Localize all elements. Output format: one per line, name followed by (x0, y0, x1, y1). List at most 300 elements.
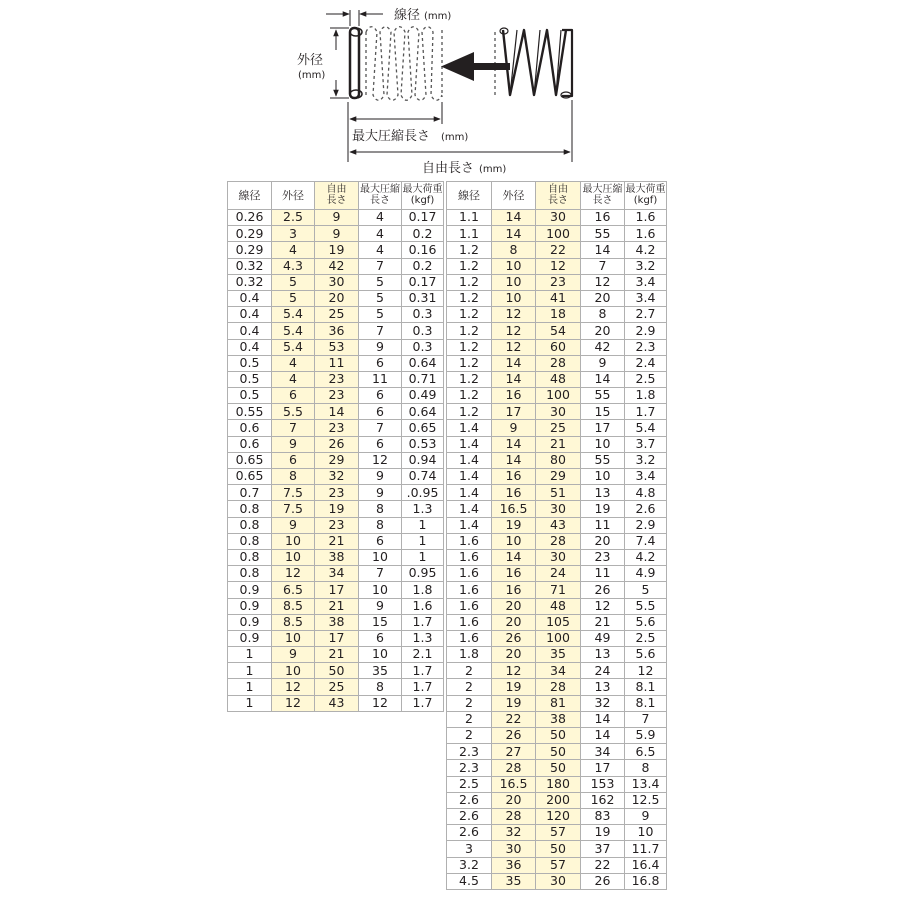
cell-wire-diameter: 0.5 (228, 388, 272, 404)
cell-free-length: 30 (536, 549, 581, 565)
table-row (228, 679, 444, 695)
table-row (447, 792, 667, 808)
cell-max-compressed-length: 7 (581, 258, 625, 274)
cell-free-length: 28 (536, 533, 581, 549)
cell-wire-diameter: 0.65 (228, 452, 272, 468)
table-row (447, 436, 667, 452)
table-row (447, 711, 667, 727)
outer-diameter-unit: (mm) (298, 70, 326, 81)
cell-max-compressed-length: 20 (581, 290, 625, 306)
cell-max-load: 1.7 (402, 695, 444, 711)
cell-outer-diameter: 9 (492, 420, 536, 436)
wire-diameter-unit: (mm) (424, 11, 452, 22)
cell-wire-diameter: 2.5 (447, 776, 492, 792)
cell-outer-diameter: 16 (492, 388, 536, 404)
cell-max-load: 0.65 (402, 420, 444, 436)
table-row (228, 469, 444, 485)
cell-outer-diameter: 19 (492, 679, 536, 695)
cell-max-compressed-length: 7 (359, 323, 402, 339)
cell-max-load: 1.7 (625, 404, 667, 420)
cell-max-compressed-length: 37 (581, 841, 625, 857)
table-row (447, 630, 667, 646)
cell-wire-diameter: 3 (447, 841, 492, 857)
cell-max-compressed-length: 14 (581, 242, 625, 258)
cell-outer-diameter: 14 (492, 436, 536, 452)
cell-max-load: .0.95 (402, 485, 444, 501)
cell-outer-diameter: 5 (272, 274, 315, 290)
header-wire-diameter: 線径 (447, 182, 492, 210)
cell-outer-diameter: 9 (272, 436, 315, 452)
cell-free-length: 18 (536, 307, 581, 323)
cell-wire-diameter: 1.2 (447, 242, 492, 258)
cell-wire-diameter: 2 (447, 728, 492, 744)
cell-wire-diameter: 0.26 (228, 210, 272, 226)
cell-max-compressed-length: 13 (581, 485, 625, 501)
cell-free-length: 19 (315, 501, 359, 517)
cell-max-load: 0.95 (402, 566, 444, 582)
cell-free-length: 100 (536, 388, 581, 404)
cell-free-length: 57 (536, 857, 581, 873)
cell-outer-diameter: 14 (492, 549, 536, 565)
cell-wire-diameter: 1.4 (447, 517, 492, 533)
cell-max-compressed-length: 55 (581, 452, 625, 468)
cell-wire-diameter: 0.5 (228, 355, 272, 371)
cell-max-compressed-length: 14 (581, 728, 625, 744)
cell-outer-diameter: 17 (492, 404, 536, 420)
cell-max-load: 1.6 (625, 226, 667, 242)
cell-max-load: 0.94 (402, 452, 444, 468)
cell-max-load: 0.64 (402, 355, 444, 371)
cell-outer-diameter: 10 (272, 549, 315, 565)
cell-wire-diameter: 1.1 (447, 210, 492, 226)
cell-free-length: 42 (315, 258, 359, 274)
cell-free-length: 43 (536, 517, 581, 533)
cell-outer-diameter: 28 (492, 760, 536, 776)
cell-max-load: 2.5 (625, 630, 667, 646)
table-row (447, 307, 667, 323)
cell-free-length: 120 (536, 808, 581, 824)
cell-max-load: 5.6 (625, 614, 667, 630)
cell-max-compressed-length: 14 (581, 371, 625, 387)
cell-outer-diameter: 16 (492, 469, 536, 485)
cell-free-length: 48 (536, 371, 581, 387)
cell-outer-diameter: 22 (492, 711, 536, 727)
cell-free-length: 30 (315, 274, 359, 290)
cell-free-length: 24 (536, 566, 581, 582)
table-row (447, 663, 667, 679)
cell-outer-diameter: 12 (492, 307, 536, 323)
table-row (228, 242, 444, 258)
cell-max-compressed-length: 21 (581, 614, 625, 630)
cell-outer-diameter: 8 (272, 469, 315, 485)
cell-max-compressed-length: 5 (359, 290, 402, 306)
cell-free-length: 28 (536, 679, 581, 695)
cell-free-length: 50 (536, 744, 581, 760)
cell-free-length: 20 (315, 290, 359, 306)
cell-free-length: 30 (536, 404, 581, 420)
table-row (447, 323, 667, 339)
cell-max-load: 2.3 (625, 339, 667, 355)
cell-max-compressed-length: 42 (581, 339, 625, 355)
cell-max-load: 8 (625, 760, 667, 776)
table-row (447, 776, 667, 792)
table-row (447, 388, 667, 404)
table-row (228, 436, 444, 452)
cell-free-length: 23 (315, 420, 359, 436)
cell-outer-diameter: 10 (272, 533, 315, 549)
table-row (447, 566, 667, 582)
cell-wire-diameter: 2.6 (447, 825, 492, 841)
cell-max-compressed-length: 12 (359, 452, 402, 468)
table-row (447, 274, 667, 290)
cell-max-load: 0.31 (402, 290, 444, 306)
cell-max-compressed-length: 153 (581, 776, 625, 792)
table-row (447, 420, 667, 436)
cell-wire-diameter: 0.4 (228, 323, 272, 339)
cell-free-length: 28 (536, 355, 581, 371)
cell-max-load: 4.2 (625, 242, 667, 258)
cell-free-length: 19 (315, 242, 359, 258)
table-row (228, 598, 444, 614)
cell-wire-diameter: 0.6 (228, 420, 272, 436)
cell-wire-diameter: 0.8 (228, 501, 272, 517)
cell-outer-diameter: 32 (492, 825, 536, 841)
table-row (228, 404, 444, 420)
cell-wire-diameter: 1.4 (447, 485, 492, 501)
header-max-compressed-length: 最大圧縮 長さ (359, 182, 402, 210)
table-row (228, 647, 444, 663)
cell-outer-diameter: 9 (272, 647, 315, 663)
cell-free-length: 23 (315, 371, 359, 387)
table-row (228, 582, 444, 598)
cell-max-load: 3.4 (625, 469, 667, 485)
table-row (228, 226, 444, 242)
table-row (228, 663, 444, 679)
cell-free-length: 180 (536, 776, 581, 792)
table-row (228, 307, 444, 323)
cell-max-load: 5 (625, 582, 667, 598)
table-row (447, 582, 667, 598)
cell-outer-diameter: 9 (272, 517, 315, 533)
cell-max-load: 2.7 (625, 307, 667, 323)
table-row (228, 695, 444, 711)
table-row (447, 533, 667, 549)
cell-free-length: 23 (536, 274, 581, 290)
cell-free-length: 36 (315, 323, 359, 339)
cell-free-length: 50 (536, 728, 581, 744)
cell-max-compressed-length: 35 (359, 663, 402, 679)
cell-outer-diameter: 16.5 (492, 501, 536, 517)
cell-max-load: 3.2 (625, 452, 667, 468)
cell-wire-diameter: 1.1 (447, 226, 492, 242)
cell-free-length: 34 (315, 566, 359, 582)
cell-max-load: 12 (625, 663, 667, 679)
cell-free-length: 71 (536, 582, 581, 598)
table-row (228, 274, 444, 290)
table-row (447, 598, 667, 614)
cell-max-compressed-length: 10 (359, 549, 402, 565)
cell-free-length: 30 (536, 873, 581, 889)
cell-max-compressed-length: 23 (581, 549, 625, 565)
cell-outer-diameter: 10 (492, 258, 536, 274)
cell-max-compressed-length: 4 (359, 242, 402, 258)
cell-max-load: 0.53 (402, 436, 444, 452)
cell-max-load: 13.4 (625, 776, 667, 792)
table-row (447, 452, 667, 468)
cell-max-compressed-length: 12 (359, 695, 402, 711)
cell-wire-diameter: 2 (447, 679, 492, 695)
cell-wire-diameter: 1.2 (447, 258, 492, 274)
cell-free-length: 50 (315, 663, 359, 679)
cell-wire-diameter: 0.29 (228, 226, 272, 242)
cell-max-load: 8.1 (625, 695, 667, 711)
table-row (228, 630, 444, 646)
cell-free-length: 26 (315, 436, 359, 452)
cell-wire-diameter: 1 (228, 679, 272, 695)
table-row (447, 647, 667, 663)
cell-outer-diameter: 7.5 (272, 501, 315, 517)
cell-max-load: 1.6 (625, 210, 667, 226)
free-length-label: 自由長さ (422, 161, 475, 176)
cell-max-load: 6.5 (625, 744, 667, 760)
cell-outer-diameter: 20 (492, 614, 536, 630)
cell-wire-diameter: 1.2 (447, 307, 492, 323)
cell-outer-diameter: 7 (272, 420, 315, 436)
cell-wire-diameter: 1.2 (447, 323, 492, 339)
cell-outer-diameter: 10 (492, 274, 536, 290)
cell-outer-diameter: 35 (492, 873, 536, 889)
header-max-load: 最大荷重 (kgf) (402, 182, 444, 210)
cell-wire-diameter: 1.4 (447, 436, 492, 452)
cell-free-length: 25 (315, 307, 359, 323)
cell-outer-diameter: 26 (492, 728, 536, 744)
cell-max-compressed-length: 24 (581, 663, 625, 679)
cell-max-load: 7 (625, 711, 667, 727)
cell-free-length: 12 (536, 258, 581, 274)
cell-max-load: 11.7 (625, 841, 667, 857)
table-row (447, 210, 667, 226)
cell-max-load: 0.3 (402, 339, 444, 355)
cell-max-compressed-length: 6 (359, 355, 402, 371)
cell-wire-diameter: 0.7 (228, 485, 272, 501)
cell-free-length: 21 (315, 647, 359, 663)
cell-outer-diameter: 6 (272, 388, 315, 404)
cell-free-length: 81 (536, 695, 581, 711)
cell-free-length: 29 (315, 452, 359, 468)
cell-outer-diameter: 12 (272, 566, 315, 582)
cell-outer-diameter: 12 (272, 679, 315, 695)
cell-wire-diameter: 1 (228, 695, 272, 711)
cell-wire-diameter: 1.2 (447, 290, 492, 306)
cell-wire-diameter: 2.6 (447, 792, 492, 808)
cell-max-compressed-length: 11 (359, 371, 402, 387)
cell-outer-diameter: 26 (492, 630, 536, 646)
table-row (447, 857, 667, 873)
cell-max-compressed-length: 10 (359, 582, 402, 598)
cell-max-load: 9 (625, 808, 667, 824)
cell-wire-diameter: 3.2 (447, 857, 492, 873)
cell-max-compressed-length: 11 (581, 566, 625, 582)
cell-wire-diameter: 4.5 (447, 873, 492, 889)
cell-max-compressed-length: 5 (359, 274, 402, 290)
table-row (228, 388, 444, 404)
cell-free-length: 17 (315, 582, 359, 598)
cell-outer-diameter: 2.5 (272, 210, 315, 226)
cell-free-length: 57 (536, 825, 581, 841)
cell-outer-diameter: 10 (492, 290, 536, 306)
cell-outer-diameter: 16 (492, 582, 536, 598)
cell-free-length: 41 (536, 290, 581, 306)
cell-outer-diameter: 20 (492, 792, 536, 808)
cell-wire-diameter: 0.9 (228, 614, 272, 630)
cell-max-load: 0.17 (402, 210, 444, 226)
cell-outer-diameter: 5 (272, 290, 315, 306)
header-wire-diameter: 線径 (228, 182, 272, 210)
cell-max-compressed-length: 162 (581, 792, 625, 808)
table-row (228, 452, 444, 468)
cell-outer-diameter: 5.4 (272, 339, 315, 355)
table-row (228, 566, 444, 582)
cell-max-load: 3.7 (625, 436, 667, 452)
cell-max-load: 2.4 (625, 355, 667, 371)
cell-wire-diameter: 0.4 (228, 290, 272, 306)
cell-max-compressed-length: 5 (359, 307, 402, 323)
cell-free-length: 14 (315, 404, 359, 420)
cell-outer-diameter: 20 (492, 598, 536, 614)
cell-wire-diameter: 0.32 (228, 258, 272, 274)
cell-max-load: 16.4 (625, 857, 667, 873)
cell-wire-diameter: 0.4 (228, 339, 272, 355)
cell-free-length: 29 (536, 469, 581, 485)
cell-outer-diameter: 10 (272, 663, 315, 679)
cell-max-load: 2.9 (625, 323, 667, 339)
cell-free-length: 38 (315, 549, 359, 565)
table-row (228, 323, 444, 339)
cell-wire-diameter: 1.2 (447, 404, 492, 420)
cell-max-load: 0.74 (402, 469, 444, 485)
cell-outer-diameter: 14 (492, 226, 536, 242)
cell-wire-diameter: 1.4 (447, 469, 492, 485)
cell-outer-diameter: 10 (272, 630, 315, 646)
table-row (447, 744, 667, 760)
cell-max-load: 2.1 (402, 647, 444, 663)
wire-diameter-label: 線径 (394, 8, 421, 23)
cell-max-load: 4.2 (625, 549, 667, 565)
table-row (228, 210, 444, 226)
cell-outer-diameter: 8 (492, 242, 536, 258)
cell-wire-diameter: 1.4 (447, 501, 492, 517)
cell-wire-diameter: 1.6 (447, 533, 492, 549)
cell-outer-diameter: 14 (492, 355, 536, 371)
cell-outer-diameter: 14 (492, 452, 536, 468)
free-spring (500, 28, 572, 98)
cell-max-load: 0.2 (402, 258, 444, 274)
cell-outer-diameter: 5.4 (272, 307, 315, 323)
cell-wire-diameter: 0.8 (228, 517, 272, 533)
cell-max-load: 3.4 (625, 274, 667, 290)
cell-max-load: 16.8 (625, 873, 667, 889)
cell-free-length: 23 (315, 388, 359, 404)
cell-max-load: 7.4 (625, 533, 667, 549)
table-row (447, 549, 667, 565)
cell-max-compressed-length: 10 (581, 436, 625, 452)
cell-outer-diameter: 16.5 (492, 776, 536, 792)
cell-free-length: 21 (315, 533, 359, 549)
cell-max-load: 0.16 (402, 242, 444, 258)
table-row (228, 420, 444, 436)
cell-wire-diameter: 1.6 (447, 630, 492, 646)
cell-outer-diameter: 19 (492, 695, 536, 711)
cell-outer-diameter: 8.5 (272, 598, 315, 614)
cell-max-compressed-length: 9 (359, 598, 402, 614)
cell-wire-diameter: 0.29 (228, 242, 272, 258)
outer-diameter-dimension (330, 28, 349, 98)
cell-free-length: 50 (536, 841, 581, 857)
cell-wire-diameter: 1.6 (447, 598, 492, 614)
table-row (228, 614, 444, 630)
cell-max-load: 1.6 (402, 598, 444, 614)
cell-free-length: 21 (536, 436, 581, 452)
cell-free-length: 17 (315, 630, 359, 646)
wire-diameter-dimension (326, 10, 383, 26)
cell-wire-diameter: 2.6 (447, 808, 492, 824)
table-row (447, 825, 667, 841)
table-row (228, 485, 444, 501)
cell-free-length: 22 (536, 242, 581, 258)
cell-max-load: 0.49 (402, 388, 444, 404)
cell-max-compressed-length: 17 (581, 760, 625, 776)
spring-spec-table-right (446, 181, 667, 890)
cell-wire-diameter: 0.5 (228, 371, 272, 387)
table-row (228, 339, 444, 355)
cell-wire-diameter: 1.2 (447, 388, 492, 404)
cell-outer-diameter: 16 (492, 485, 536, 501)
cell-max-load: 3.2 (625, 258, 667, 274)
header-outer-diameter: 外径 (492, 182, 536, 210)
cell-wire-diameter: 2 (447, 711, 492, 727)
cell-max-compressed-length: 8 (359, 501, 402, 517)
cell-wire-diameter: 1 (228, 647, 272, 663)
cell-outer-diameter: 5.4 (272, 323, 315, 339)
cell-outer-diameter: 4 (272, 242, 315, 258)
table-row (447, 485, 667, 501)
cell-max-load: 0.2 (402, 226, 444, 242)
cell-free-length: 50 (536, 760, 581, 776)
cell-max-compressed-length: 55 (581, 226, 625, 242)
table-row (447, 614, 667, 630)
cell-max-load: 0.3 (402, 323, 444, 339)
table-row (447, 469, 667, 485)
cell-free-length: 30 (536, 501, 581, 517)
cell-max-compressed-length: 6 (359, 533, 402, 549)
cell-max-compressed-length: 6 (359, 436, 402, 452)
cell-max-compressed-length: 22 (581, 857, 625, 873)
cell-max-load: 1 (402, 549, 444, 565)
cell-max-load: 1.3 (402, 501, 444, 517)
cell-outer-diameter: 10 (492, 533, 536, 549)
cell-outer-diameter: 4.3 (272, 258, 315, 274)
table-row (228, 355, 444, 371)
cell-max-compressed-length: 14 (581, 711, 625, 727)
cell-wire-diameter: 0.9 (228, 582, 272, 598)
table-row (228, 549, 444, 565)
cell-max-compressed-length: 20 (581, 533, 625, 549)
cell-wire-diameter: 2 (447, 663, 492, 679)
cell-outer-diameter: 4 (272, 355, 315, 371)
cell-wire-diameter: 2 (447, 695, 492, 711)
cell-max-load: 4.9 (625, 566, 667, 582)
cell-max-compressed-length: 26 (581, 873, 625, 889)
